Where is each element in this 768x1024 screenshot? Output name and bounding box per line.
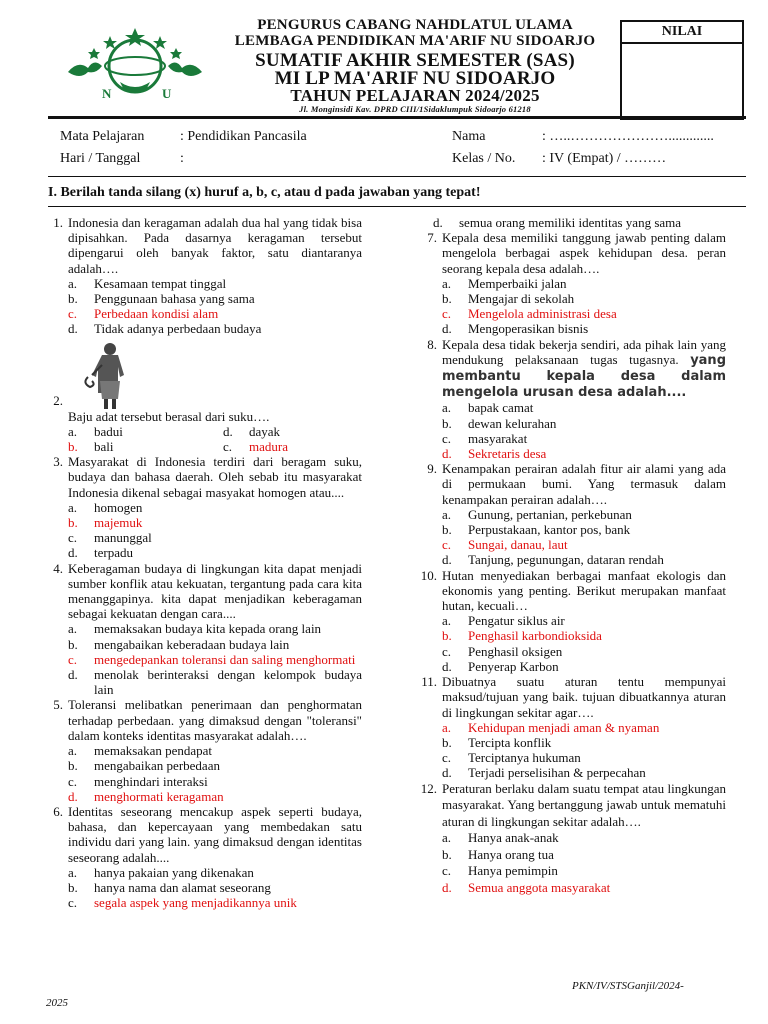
q12-option-d[interactable]: d. Semua anggota masyarakat [442, 879, 611, 895]
q1-option-b[interactable]: b. Penggunaan bahasa yang sama [68, 291, 255, 307]
logo-letter-u: U [162, 86, 172, 101]
logo-letter-n: N [102, 86, 112, 101]
question-11: 11. Dibuatnya suatu aturan tentu mempunyai maksud/tujuan yang baik. tujuan dibuatkannya aturan di lingkungan sekitar agar…. [421, 674, 726, 720]
q8-option-a[interactable]: a. bapak camat [442, 400, 534, 416]
q2-option-b[interactable]: b. bali [68, 439, 114, 455]
q5-option-b[interactable]: b. mengabaikan perbedaan [68, 758, 220, 774]
q4-option-c[interactable]: c. mengedepankan toleransi dan saling menghormati [68, 651, 356, 667]
q11-option-b[interactable]: b. Tercipta konflik [442, 734, 552, 750]
nama-label: Nama [452, 129, 486, 144]
q12-option-c[interactable]: c. Hanya pemimpin [442, 863, 558, 879]
q8-option-d[interactable]: d. Sekretaris desa [442, 446, 547, 462]
question-7: 7. Kepala desa memiliki tanggung jawab penting dalam mengelola berbagai aspek kehidupan desa. peran seorang kepala desa adalah…. [427, 230, 726, 276]
q12-option-a[interactable]: a. Hanya anak-anak [442, 830, 559, 846]
header-exam: SUMATIF AKHIR SEMESTER (SAS) [255, 50, 575, 71]
q11-option-c[interactable]: c. Terciptanya hukuman [442, 750, 581, 766]
q3-option-a[interactable]: a. homogen [68, 499, 143, 515]
q1-option-d[interactable]: d. Tidak adanya perbedaan budaya [68, 321, 262, 337]
q6-option-a[interactable]: a. hanya pakaian yang dikenakan [68, 864, 254, 880]
q12-option-b[interactable]: b. Hanya orang tua [442, 846, 554, 862]
q9-option-a[interactable]: a. Gunung, pertanian, perkebunan [442, 506, 632, 522]
nu-logo [60, 22, 210, 110]
q3-option-b[interactable]: b. majemuk [68, 515, 143, 531]
section-title: I. Berilah tanda silang (x) huruf a, b, c, atau d pada jawaban yang tepat! [48, 185, 481, 200]
question-4: 4. Keberagaman budaya di lingkungan kita dapat menjadi sumber konflik atau kekuatan, tergantung pada cara kita menanggapinya. kita dapat menjadikan keberagaman sebagai kekuatan dengan cara.... [53, 560, 362, 622]
q10-option-d[interactable]: d. Penyerap Karbon [442, 658, 559, 674]
q4-option-a[interactable]: a. memaksakan budaya kita kepada orang lain [68, 621, 322, 637]
q10-option-a[interactable]: a. Pengatur siklus air [442, 613, 565, 629]
kelas-value: : IV (Empat) / ……… [542, 151, 667, 166]
question-6: 6. Identitas seseorang mencakup aspek seperti budaya, bahasa, dan kepercayaan yang membedakan satu individu dari yang lain. yang dimaksud dengan identitas seseorang adalah.... [53, 803, 362, 865]
q6-option-d[interactable]: d. semua orang memiliki identitas yang sama [433, 215, 682, 230]
q7-option-b[interactable]: b. Mengajar di sekolah [442, 291, 575, 307]
q5-option-d[interactable]: d. menghormati keragaman [68, 788, 224, 804]
question-5: 5. Toleransi melibatkan penerimaan dan penghormatan terhadap perbedaan. yang dimaksud dengan "toleransi" dalam konteks identitas masyarakat adalah…. [53, 697, 362, 743]
q5-option-c[interactable]: c. menghindari interaksi [68, 773, 208, 789]
fields-divider [48, 176, 746, 177]
question-9: 9. Kenampakan perairan adalah fitur air alami yang ada di permukaan bumi. Yang termasuk dalam kenampakan perairan adalah…. [427, 461, 726, 507]
hari-value: : [180, 151, 184, 166]
q5-option-a[interactable]: a. memaksakan pendapat [68, 743, 213, 759]
question-12: 12. Peraturan berlaku dalam suatu tempat atau lingkungan masyarakat. Yang bertanggung jawab untuk mematuhi aturan di lingkungan sekitar adalah…. [420, 780, 726, 829]
hari-label: Hari / Tanggal [60, 151, 141, 166]
q6-option-c[interactable]: c. segala aspek yang menjadikannya unik [68, 895, 297, 911]
mapel-value: : Pendidikan Pancasila [180, 129, 307, 144]
question-3: 3. Masyarakat di Indonesia terdiri dari beragam suku, budaya dan bahasa daerah. Oleh sebab itu masyarakat Indonesia dikenal sebagai masyakat homogen atau.... [53, 454, 362, 500]
question-2: 2. [53, 392, 63, 408]
kelas-label: Kelas / No. [452, 151, 516, 166]
question-10: 10. Hutan menyediakan berbagai manfaat ekologis dan ekonomis yang penting. Berikut merupakan manfaat hutan, kecuali… [420, 567, 726, 614]
q4-option-d[interactable]: d. menolak berinteraksi dengan kelompok budaya lain [68, 667, 362, 698]
section-divider [48, 206, 746, 207]
header-divider [48, 116, 746, 119]
q2-option-c[interactable]: c. madura [223, 439, 288, 455]
question-8: 8. Kepala desa tidak bekerja sendiri, ada pihak lain yang mendukung pelaksanaan tugas tugasnya. yang membantu kepala desa dalam mengelola urusan desa adalah.... [427, 336, 726, 401]
q6-option-b[interactable]: b. hanya nama dan alamat seseorang [68, 879, 271, 895]
nilai-box [620, 20, 744, 120]
left-column [46, 215, 362, 910]
q11-option-a[interactable]: a. Kehidupan menjadi aman & nyaman [442, 719, 660, 735]
header-address: Jl. Monginsidi Kav. DPRD CIII/1Sidaklumpuk Sidoarjo 61218 [299, 104, 531, 114]
q2-text: Baju adat tersebut berasal dari suku…. [68, 408, 270, 424]
header-institution: LEMBAGA PENDIDIKAN MA'ARIF NU SIDOARJO [234, 33, 596, 49]
q8-option-c[interactable]: c. masyarakat [442, 430, 528, 446]
mapel-label: Mata Pelajaran [60, 129, 145, 144]
header-org: PENGURUS CABANG NAHDLATUL ULAMA [257, 17, 573, 33]
header-school: MI LP MA'ARIF NU SIDOARJO [274, 68, 556, 89]
nilai-label: NILAI [622, 22, 742, 44]
q2-option-a[interactable]: a. badui [68, 423, 123, 439]
q1-option-a[interactable]: a. Kesamaan tempat tinggal [68, 275, 227, 291]
nama-value: : …..…………………............. [542, 129, 714, 144]
q10-option-c[interactable]: c. Penghasil oksigen [442, 643, 563, 659]
footer-year: 2025 [46, 997, 68, 1009]
footer-code: PKN/IV/STSGanjil/2024- [572, 980, 684, 992]
q1-option-c[interactable]: c. Perbedaan kondisi alam [68, 306, 219, 322]
q2-option-d[interactable]: d. dayak [223, 423, 281, 439]
q10-option-b[interactable]: b. Penghasil karbondioksida [442, 628, 602, 644]
question-2-image-row [46, 337, 362, 409]
q9-option-c[interactable]: c. Sungai, danau, laut [442, 537, 568, 553]
q11-option-d[interactable]: d. Terjadi perselisihan & perpecahan [442, 765, 646, 781]
q3-option-d[interactable]: d. terpadu [68, 545, 133, 561]
q9-option-d[interactable]: d. Tanjung, pegunungan, dataran rendah [442, 552, 664, 568]
q7-option-a[interactable]: a. Memperbaiki jalan [442, 275, 567, 291]
q8-option-b[interactable]: b. dewan kelurahan [442, 415, 557, 431]
header-year: TAHUN PELAJARAN 2024/2025 [290, 86, 540, 105]
q4-option-b[interactable]: b. mengabaikan keberadaan budaya lain [68, 636, 290, 652]
question-1: 1. Indonesia dan keragaman adalah dua hal yang tidak bisa dipisahkan. Pada dasarnya keragaman tersebut dipengarui oleh banyak faktor, satu diantaranya adalah…. [53, 215, 362, 276]
right-column [420, 215, 726, 896]
q7-option-d[interactable]: d. Mengoperasikan bisnis [442, 321, 589, 337]
q3-option-c[interactable]: c. manunggal [68, 530, 152, 546]
q7-option-c[interactable]: c. Mengelola administrasi desa [442, 306, 617, 322]
q9-option-b[interactable]: b. Perpustakaan, kantor pos, bank [442, 522, 631, 538]
